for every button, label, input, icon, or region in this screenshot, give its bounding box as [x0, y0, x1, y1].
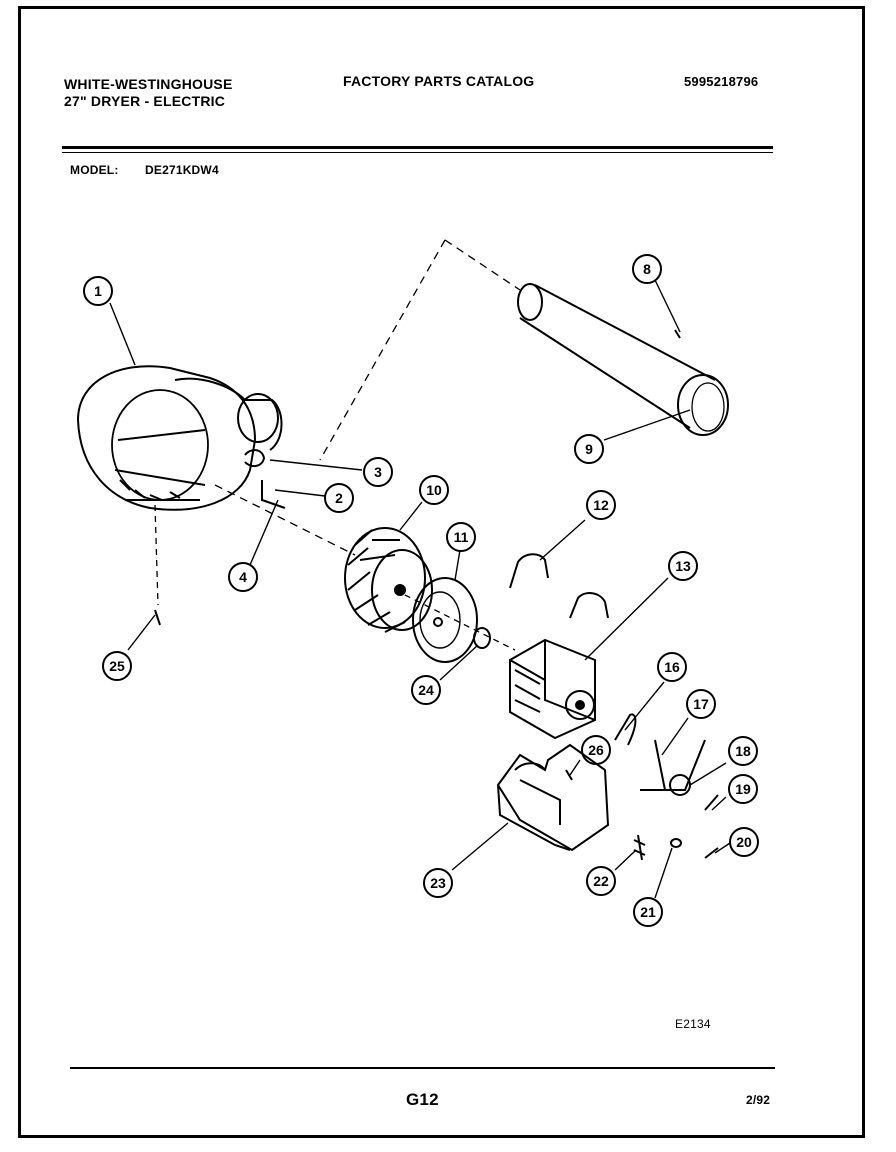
- callout-label-2: 2: [335, 490, 343, 506]
- callout-label-22: 22: [593, 873, 609, 889]
- screw-26: [566, 770, 572, 780]
- callout-label-24: 24: [418, 682, 434, 698]
- callout-label-13: 13: [675, 558, 691, 574]
- callout-label-19: 19: [735, 781, 751, 797]
- spring-22: [634, 835, 645, 860]
- guide-line-vertical: [155, 505, 158, 605]
- callout-label-12: 12: [593, 497, 609, 513]
- bearing-part: [474, 628, 490, 648]
- motor-clamp-rear: [570, 593, 608, 618]
- callout-label-26: 26: [588, 742, 604, 758]
- clip-21: [671, 839, 681, 847]
- screw-25: [155, 610, 160, 625]
- motor-mount-part: [498, 745, 608, 850]
- diagram-code: E2134: [675, 1017, 711, 1031]
- callout-label-23: 23: [430, 875, 446, 891]
- footer-rule: [70, 1067, 775, 1069]
- product-subtitle: 27" DRYER - ELECTRIC: [64, 93, 226, 109]
- guide-line-lower: [215, 485, 355, 555]
- brand-title: WHITE-WESTINGHOUSE: [64, 76, 233, 92]
- page-date: 2/92: [746, 1093, 771, 1107]
- callout-label-8: 8: [643, 261, 651, 277]
- callout-label-25: 25: [109, 658, 125, 674]
- motor-clamp-front: [510, 554, 548, 588]
- callout-label-21: 21: [640, 904, 656, 920]
- motor-part: [510, 640, 595, 738]
- model-value: DE271KDW4: [145, 163, 219, 177]
- callout-label-1: 1: [94, 283, 102, 299]
- blower-housing-part: [78, 366, 282, 509]
- page-number: G12: [406, 1090, 439, 1109]
- callout-label-11: 11: [453, 529, 469, 545]
- catalog-number: 5995218796: [684, 74, 759, 89]
- blower-wheel-part: [345, 528, 432, 632]
- model-label: MODEL:: [70, 163, 119, 177]
- bracket-4: [262, 480, 285, 508]
- callout-label-4: 4: [239, 569, 247, 585]
- callout-label-18: 18: [735, 743, 751, 759]
- catalog-title: FACTORY PARTS CATALOG: [343, 73, 535, 89]
- callout-label-16: 16: [664, 659, 680, 675]
- duct-tube-part: [518, 284, 728, 435]
- fitting-3: [245, 450, 264, 466]
- guide-line-upper: [320, 240, 520, 460]
- callout-label-3: 3: [374, 464, 382, 480]
- screw-19: [705, 795, 718, 810]
- callout-label-17: 17: [693, 696, 709, 712]
- callout-label-20: 20: [736, 834, 752, 850]
- callout-label-9: 9: [585, 441, 593, 457]
- callout-label-10: 10: [426, 482, 442, 498]
